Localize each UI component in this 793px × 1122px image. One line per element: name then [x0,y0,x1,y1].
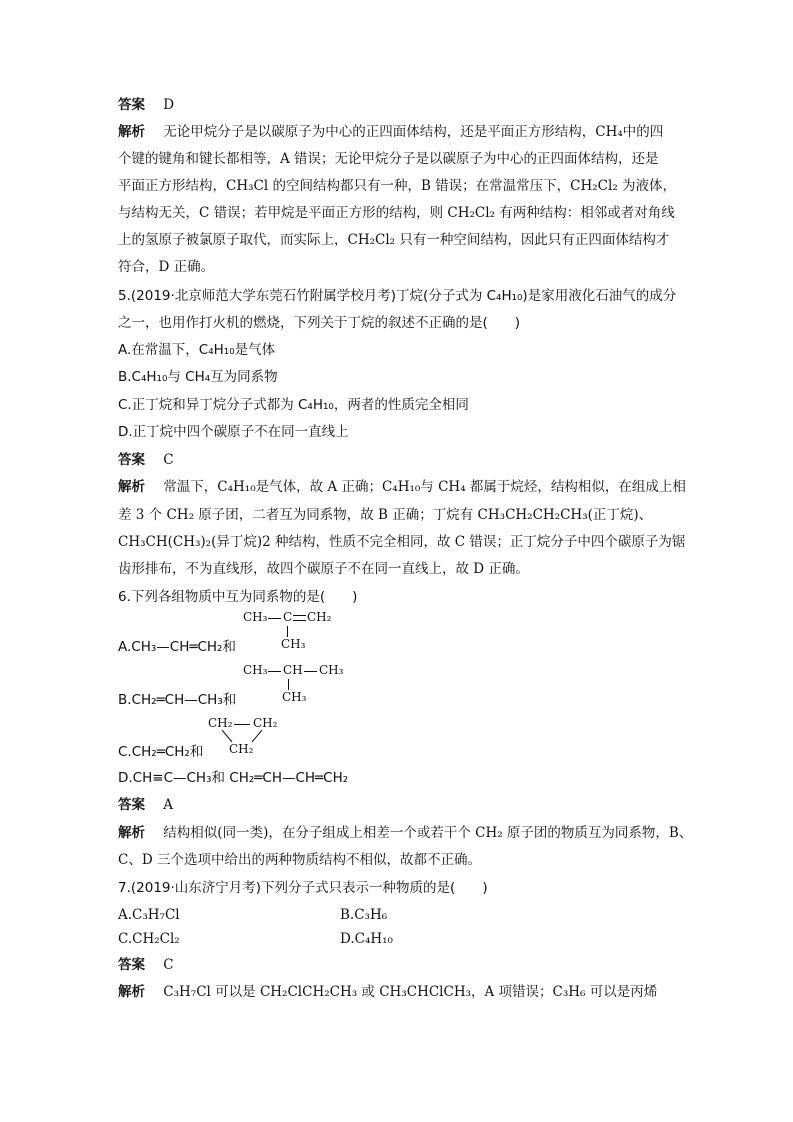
question-5-stem: 5.(2019·北京师范大学东莞石竹附属学校月考)丁烷(分子式为 C₄H₁₀)是家用液化石油气的成分 [118,288,677,304]
explanation-line: C、D 三个选项中给出的两种物质结构不相似，故都不正确。 [118,852,481,868]
struct-group: CH₃ [243,663,268,677]
option-c: C.正丁烷和异丁烷分子式都为 C₄H₁₀，两者的性质完全相同 [118,397,469,413]
answer-label: 答案 [118,97,145,113]
single-bond [304,671,317,672]
option-d: D.正丁烷中四个碳原子不在同一直线上 [118,424,349,440]
answer-label: 答案 [118,957,145,973]
answer-value: C [163,452,174,468]
struct-group: CH₃ [243,610,268,624]
option-c: C.CH₂═CH₂和 [118,744,204,760]
explanation-line: 与结构无关，C 错误；若甲烷是平面正方形的结构，则 CH₂Cl₂ 有两种结构：相邻或者对角线 [118,205,675,221]
struct-group: CH₂ [253,716,278,730]
explanation-line [118,478,686,496]
explanation-line: 齿形排布，不为直线形，故四个碳原子不在同一直线上，故 D 正确。 [118,561,529,577]
option-a: A.在常温下，C₄H₁₀是气体 [118,342,276,358]
option-a: A.CH₃—CH═CH₂和 [118,639,236,655]
option-d: D.CH≡C—CH₃和 CH₂═CH—CH═CH₂ [118,770,349,786]
struct-group: CH₂ [208,716,233,730]
vertical-bond [287,626,288,637]
vertical-bond [288,679,289,690]
option-a: A.C₃H₇Cl [118,907,180,923]
option-b: B.CH₂═CH—CH₃和 [118,692,237,708]
single-bond [234,724,250,725]
explanation-text: 无论甲烷分子是以碳原子为中心的正四面体结构，还是平面正方形结构，CH₄中的四 [163,124,664,140]
double-bond [293,615,306,621]
struct-group: CH₃ [282,690,307,704]
explanation-label: 解析 [118,124,145,140]
option-c: C.CH₂Cl₂ [118,931,180,947]
explanation-label: 解析 [118,479,145,495]
single-bond [268,618,281,619]
answer-label: 答案 [118,452,145,468]
struct-group: CH₃ [281,637,306,651]
struct-atom: C [283,610,293,624]
question-5-stem-cont: 之一，也用作打火机的燃烧，下列关于丁烷的叙述不正确的是( ) [118,315,521,331]
answer-line [118,96,174,114]
explanation-line: 平面正方形结构，CH₃Cl 的空间结构都只有一种，B 错误；在常温常压下，CH₂Cl₂ 为液体， [118,178,677,194]
struct-atom: CH [283,663,303,677]
explanation-label: 解析 [118,984,145,1000]
explanation-text: 常温下，C₄H₁₀是气体，故 A 正确；C₄H₁₀与 CH₄ 都属于烷烃，结构相似，在组成上相 [163,479,686,495]
answer-label: 答案 [118,797,145,813]
answer-value: D [163,97,175,113]
explanation-line: CH₃CH(CH₃)₂(异丁烷)2 种结构，性质不完全相同，故 C 错误；正丁烷分子中四个碳原子为锯 [118,534,686,550]
option-b: B.C₄H₁₀与 CH₄互为同系物 [118,369,278,385]
option-d: D.C₄H₁₀ [340,931,393,947]
struct-group: CH₂ [307,610,332,624]
struct-group: CH₂ [229,742,254,756]
explanation-line: 个键的键角和键长都相等，A 错误；无论甲烷分子是以碳原子为中心的正四面体结构，还是 [118,151,659,167]
answer-line [118,796,173,814]
explanation-text: C₃H₇Cl 可以是 CH₂ClCH₂CH₃ 或 CH₃CHClCH₃，A 项错误；C₃H₆ 可以是丙烯 [163,984,658,1000]
explanation-text: 结构相似(同一类)，在分子组成上相差一个或若干个 CH₂ 原子团的物质互为同系物，B、 [163,825,693,841]
single-bond [268,671,281,672]
answer-value: A [163,797,174,813]
explanation-label: 解析 [118,825,145,841]
answer-value: C [163,957,174,973]
answer-line [118,451,174,469]
option-b: B.C₃H₆ [340,907,388,923]
explanation-line: 上的氢原子被氯原子取代，而实际上，CH₂Cl₂ 只有一种空间结构，因此只有正四面体结构才 [118,232,670,248]
answer-line [118,956,174,974]
question-7-stem: 7.(2019·山东济宁月考)下列分子式只表示一种物质的是( ) [118,880,488,896]
question-6-stem: 6.下列各组物质中互为同系物的是( ) [118,589,358,605]
explanation-line [118,983,657,1001]
struct-group: CH₃ [319,663,344,677]
explanation-line: 符合，D 正确。 [118,259,215,275]
explanation-line [118,123,663,141]
explanation-line [118,824,692,842]
explanation-line: 差 3 个 CH₂ 原子团，二者互为同系物，故 B 正确；丁烷有 CH₃CH₂CH₂CH₃(正丁烷)、 [118,507,653,523]
